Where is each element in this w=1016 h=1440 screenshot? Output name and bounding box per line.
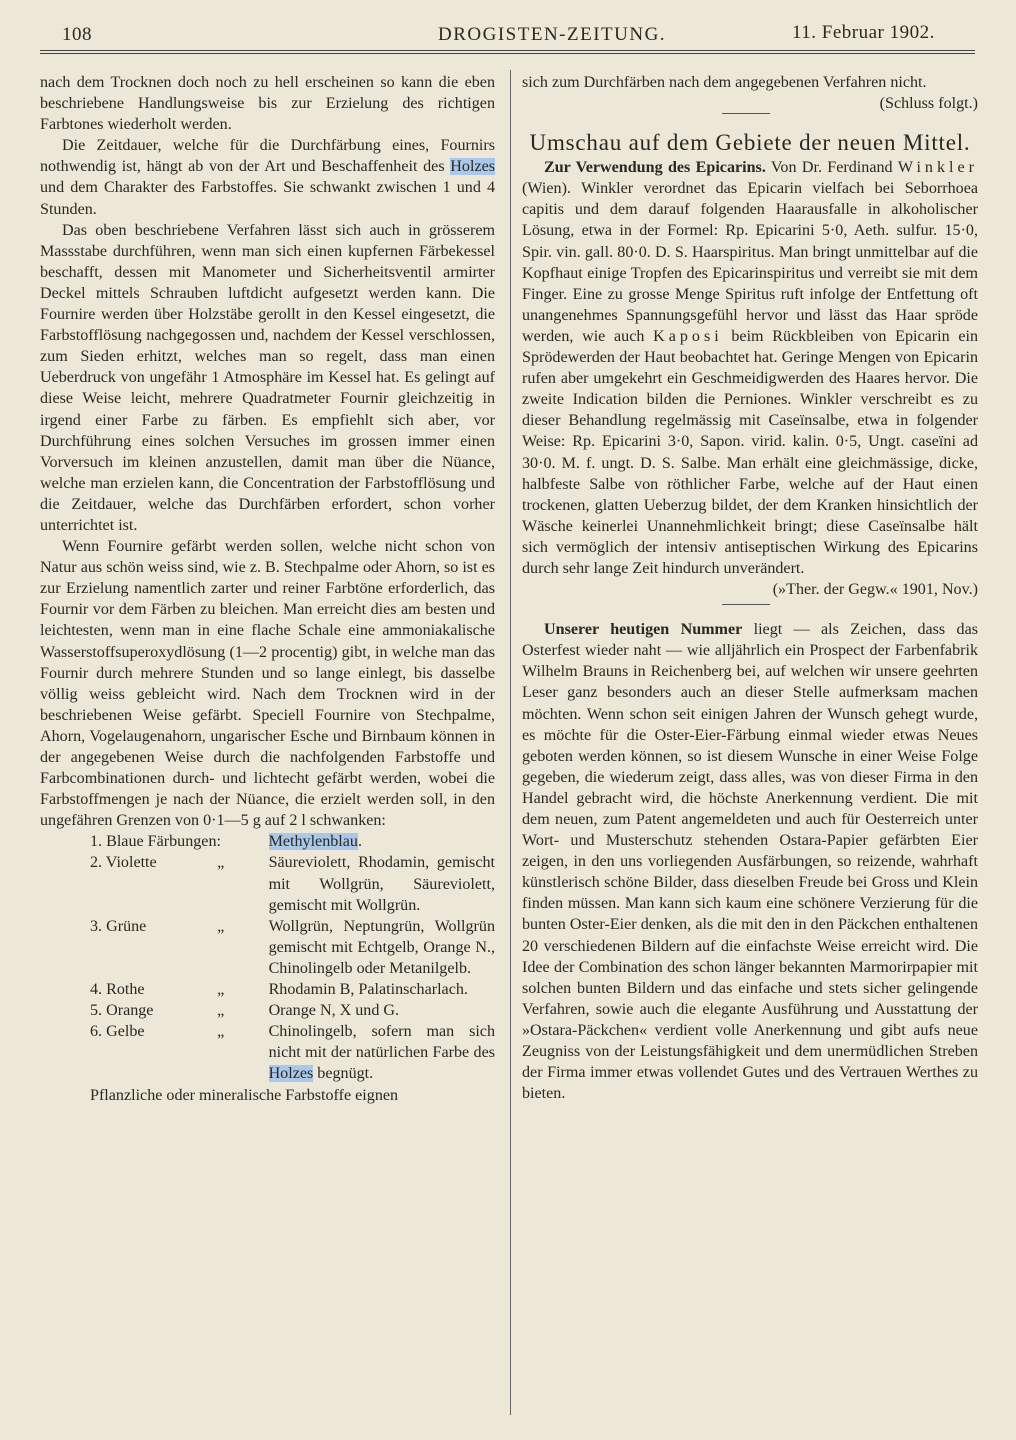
continuation-note: (Schluss folgt.) (879, 95, 978, 113)
article-title: Unserer heutigen Nummer (544, 621, 743, 639)
highlighted-term: Holzes (450, 158, 495, 176)
page-number: 108 (62, 24, 92, 45)
left-column (40, 72, 495, 1106)
dye-list (90, 831, 495, 1084)
paragraph: Wenn Fournire gefärbt werden sollen, welche nicht schon von Natur aus schön weiss sind, wie z. B. Stechpalme oder Ahorn, so ist es zur Erzielung namentlich zarter und reiner Farbtöne erforderlich, das Fournir vor dem Färben zu bleichen. Man erreicht dies am besten und leichtesten, wenn man in eine flache Schale eine ammoniakalische Wasserstoffsuperoxydlösung (1—2 procentig) gibt, in welche man das Fournir durch mehrere Stunden und so lange einlegt, bis dasselbe völlig weiss gebleicht wird. Nach dem Trocknen wird in der beschriebenen Weise gefärbt. Speciell Fournire von Stechpalme, Ahorn, Vogelaugenahorn, ungarischer Esche und Birnbaum können in der angegebenen Weise durch die nachfolgenden Farbstoffe und Farbcombinationen durch- und lichtecht gefärbt werden, wobei die Farbstoffmengen je nach der Nüance, die erzielt werden soll, in den ungefähren Grenzen von 0·1—5 g auf 2 l schwanken: (40, 538, 495, 830)
page-header (40, 18, 970, 48)
list-item: 6. Gelbe „ Chinolingelb, sofern man sich nicht mit der natürlichen Farbe des Holzes begnügt. (90, 1023, 495, 1083)
list-item: 2. Violette „ Säureviolett, Rhodamin, gemischt mit Wollgrün, Säureviolett, gemischt mit Wollgrün. (90, 854, 495, 914)
paragraph: Pflanzliche oder mineralische Farbstoffe eignen (90, 1086, 399, 1104)
article-epicarin: Zur Verwendung des Epicarins. Von Dr. Ferdinand Winkler (Wien). Winkler verordnet das Epicarin vielfach bei Seborrhoea capitis und dem darauf folgenden Haarausfalle in alkoholischer Lösung, etwa in der Formel: Rp. Epicarini 5·0, Aeth. sulfur. 15·0, Spir. vin. gall. 80·0. D. S. Haarspiritus. Man bringt unmittelbar auf die Kopfhaut einige Tropfen des Epicarinspiritus und verreibt sie mit dem Finger. Eine zu grosse Menge Spiritus ruft infolge der Entfettung oft unangenehmes Spannungsgefühl hervor und lässt das Haar spröde werden, wie auch Kaposi beim Rückbleiben von Epicarin ein Sprödewerden der Haut beobachtet hat. Geringe Mengen von Epicarin rufen aber umgekehrt ein Geschmeidigwerden des Haares hervor. Die zweite Indication bilden die Perniones. Winkler verschreibt es zu dieser Behandlung regelmässig mit Caseïnsalbe, etwa in folgender Weise: Rp. Epicarini 3·0, Sapon. virid. kalin. 0·5, Ungt. caseïni ad 30·0. M. f. ungt. D. S. Salbe. Man erhält eine gleichmässige, dicke, halbfeste Salbe von röthlicher Farbe, welche auf der Haut einen trockenen, glatten Ueberzug bildet, der dem Kranken hinsichtlich der Wäsche keinerlei Unannehmlichkeit bringt; diese Caseïnsalbe hält sich vermöglich der intensiv antiseptischen Wirkung des Epicarins durch sehr lange Zeit hindurch unverändert. (522, 159, 978, 577)
list-item: 4. Rothe „ Rhodamin B, Palatinscharlach. (90, 981, 468, 999)
issue-date: 11. Februar 1902. (792, 22, 935, 43)
list-item: 3. Grüne „ Wollgrün, Neptungrün, Wollgrün gemischt mit Echtgelb, Orange N., Chinolingelb oder Metanilgelb. (90, 917, 495, 977)
paragraph: Die Zeitdauer, welche für die Durchfärbung eines, Fournirs nothwendig ist, hängt ab von der Art und Beschaffenheit des Holzes und dem Charakter des Farbstoffes. Sie schwankt zwischen 1 und 4 Stunden. (40, 137, 495, 218)
column-divider (510, 70, 511, 1415)
paragraph: Das oben beschriebene Verfahren lässt sich auch in grösserem Massstabe durchführen, wenn man sich einen kupfernen Färbekessel beschafft, dessen mit Manometer und Sicherheitsventil armirter Deckel mittels Schrauben luftdicht aufgesetzt werden kann. Die Fournire werden über Holzstäbe gerollt in den Kessel eingesetzt, die Farbstofflösung nachgegossen und, nachdem der Kessel verschlossen, zum Sieden erhitzt, welches man so regelt, dass man einen Ueberdruck von ungefähr 1 Atmosphäre im Kessel hat. Es gelingt auf diese Weise leicht, mehrere Quadratmeter Fournir gleichzeitig in irgend einer Farbe zu färben. Es empfiehlt sich aber, vor Durchführung eines solchen Versuches im grossen immer einen Vorversuch im kleinen anzustellen, damit man über die Nüance, welche man erzielen kann, die Concentration der Farbstofflösung und die Zeitdauer, welche das Durchfärben erfordert, schon vorher unterrichtet ist. (40, 221, 495, 534)
article-ostara: Unserer heutigen Nummer liegt — als Zeichen, dass das Osterfest wieder naht — wie alljährlich ein Prospect der Farbenfabrik Wilhelm Brauns in Reichenberg bei, auf welchen wir unsere geehrten Leser ganz besonders auch an dieser Stelle aufmerksam machen möchten. Wenn schon seit einigen Jahren der Wunsch gehegt wurde, es möchte für die Oster-Eier-Färbung einmal wieder etwas Neues geboten werden können, so ist diesem Wunsche in einer Weise Folge gegeben, die wiederum zeigt, dass alles, was von dieser Firma in den Handel gebracht wird, die höchste Anerkennung verdient. Die mit dem neuen, zum Patent angemeldeten und auch für Oesterreich unter Wort- und Musterschutz stehenden Ostara-Papier gefärbten Eier zeigen, in den uns vorliegenden Ausfärbungen, so reizende, wahrhaft künstlerisch schöne Bilder, dass dieselben Freude bei Gross und Klein finden müssen. Man kann sich kaum eine schönere Verzierung für die bunten Oster-Eier denken, als die mit den in den Päckchen enthaltenen 20 verschiedenen Bildern auf die einfachste Weise erreicht wird. Die Idee der Combination des schon länger bekannten Marmorirpapier mit solchen bunten Bildern und das einfache und stets sicher gelingende Verfahren, sowie auch die elegante Ausführung und Ausstattung der »Ostara-Päckchen« verdient volle Anerkennung und gibt aufs neue Zeugniss von der Leistungsfähigkeit und dem unermüdlichen Streben der Firma immer etwas vollendet Gutes und des Vertrauen Werthes zu bieten. (522, 621, 979, 1103)
highlighted-term: Methylenblau (268, 833, 358, 851)
header-rule-top (40, 50, 975, 51)
list-item: 1. Blaue Färbungen: Methylenblau. (90, 833, 362, 851)
right-column (522, 72, 978, 1104)
paragraph: nach dem Trocknen doch noch zu hell erscheinen so kann die eben beschriebene Handlungsweise bis zur Erzielung des richtigen Farbtones wiederholt werden. (40, 74, 495, 134)
highlighted-term: Holzes (268, 1065, 314, 1083)
source-citation: (»Ther. der Gegw.« 1901, Nov.) (772, 581, 978, 599)
section-heading: Umschau auf dem Gebiete der neuen Mittel. (529, 130, 971, 156)
header-rule-bottom (40, 53, 975, 54)
section-divider (722, 113, 770, 114)
journal-title: DROGISTEN-ZEITUNG. (438, 24, 667, 45)
author-name: Winkler (897, 159, 978, 177)
paragraph: sich zum Durchfärben nach dem angegebenen Verfahren nicht. (522, 74, 927, 91)
article-title: Zur Verwendung des Epicarins. (544, 159, 766, 177)
list-item: 5. Orange „ Orange N, X und G. (90, 1002, 400, 1020)
section-divider (722, 604, 770, 605)
